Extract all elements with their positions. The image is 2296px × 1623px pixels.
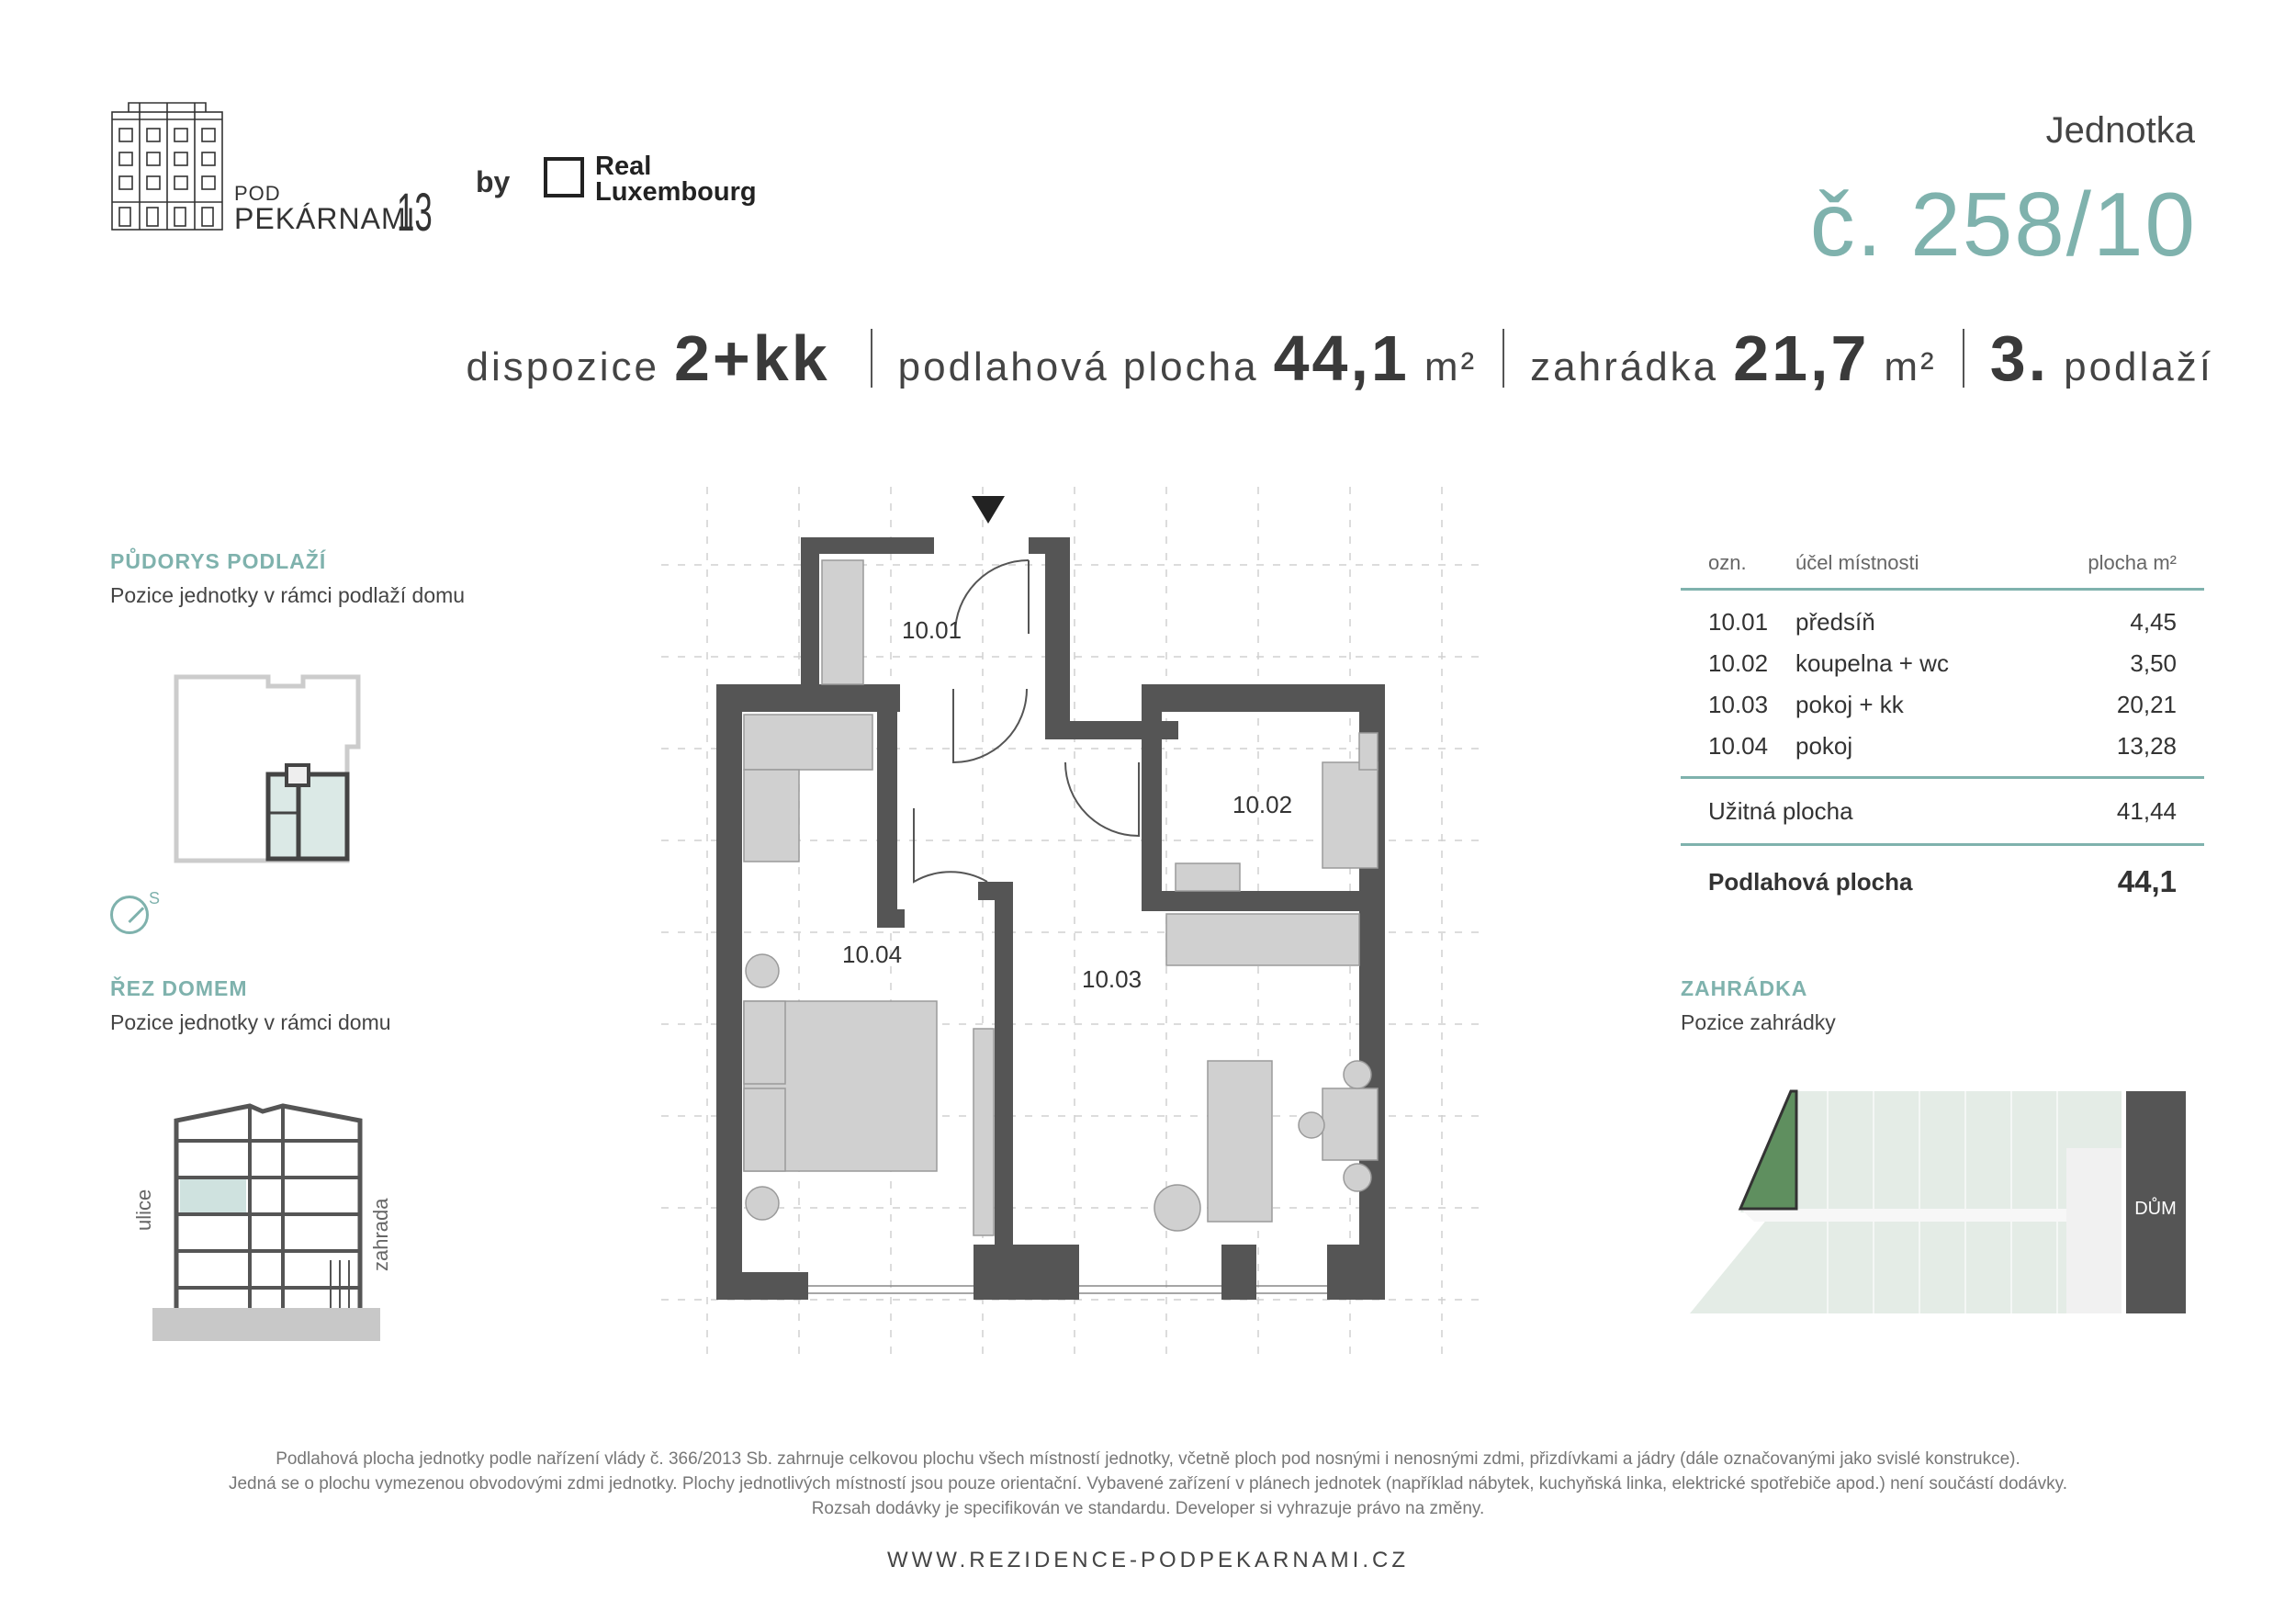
- logo-by: by: [476, 165, 511, 198]
- floor-area-row: [1681, 846, 2204, 918]
- floor-area-unit: m²: [1424, 344, 1478, 389]
- unit-number: č. 258/10: [1809, 174, 2197, 275]
- rooms-table: [1681, 551, 2204, 918]
- floor-area-value: 44,1: [1273, 322, 1410, 394]
- unit-highlight-section: [180, 1179, 246, 1212]
- table-row: [1708, 726, 2177, 767]
- garden-label: zahrádka: [1530, 344, 1719, 389]
- header-area: plocha m²: [2088, 551, 2177, 574]
- footnote-line-3: Rozsah dodávky je specifikován ve standardu. Developer si vyhrazuje právo na změny.: [811, 1499, 1485, 1518]
- logo-text-pod: POD: [234, 182, 281, 205]
- garden-title: ZAHRÁDKA: [1681, 976, 1808, 1000]
- row-area: 3,50: [2130, 649, 2177, 677]
- rooms-table-body: [1681, 591, 2204, 779]
- garden-position-diagram: [1681, 1084, 2195, 1323]
- stats-divider: [1503, 329, 1504, 388]
- floor-number-value: 3.: [1989, 322, 2050, 394]
- floor-position-diagram: [165, 666, 377, 873]
- developer-logo-square-icon: [544, 157, 584, 197]
- stats-divider: [871, 329, 872, 388]
- room-label-10-04: 10.04: [842, 941, 903, 968]
- floor-layout-title: PŮDORYS PODLAŽÍ: [110, 549, 327, 573]
- usable-area-label: Užitná plocha: [1708, 796, 1853, 825]
- table-row: [1708, 602, 2177, 643]
- room-label-10-03: 10.03: [1082, 965, 1142, 993]
- row-purpose: koupelna + wc: [1795, 649, 1949, 677]
- floor-layout-subtitle: Pozice jednotky v rámci podlaží domu: [110, 583, 466, 607]
- house-label: DŮM: [2134, 1199, 2177, 1219]
- row-area: 20,21: [2116, 691, 2177, 718]
- floor-area-label: podlahová plocha: [897, 344, 1259, 389]
- row-code: 10.02: [1708, 649, 1769, 677]
- usable-area-value: 41,44: [2116, 796, 2177, 825]
- apartment-floor-plan: [661, 487, 1506, 1359]
- compass-north-label: S: [149, 889, 161, 907]
- row-code: 10.04: [1708, 732, 1769, 760]
- floor-number-label: podlaží: [2064, 344, 2213, 389]
- unit-label: Jednotka: [2045, 110, 2195, 151]
- room-label-10-01: 10.01: [902, 616, 962, 644]
- floor-area-total-label: Podlahová plocha: [1708, 867, 1913, 896]
- rooms-table-header: [1681, 551, 2204, 591]
- entrance-arrow-icon: [972, 496, 1005, 524]
- building-logo-icon: [110, 99, 225, 232]
- logo-text-pekarnami: PEKÁRNAMI: [234, 202, 416, 235]
- table-row: [1708, 643, 2177, 684]
- garden-highlight: [1740, 1091, 1796, 1209]
- floor-area-total-value: 44,1: [2117, 864, 2177, 898]
- row-code: 10.01: [1708, 608, 1769, 636]
- garden-value: 21,7: [1733, 322, 1870, 394]
- usable-area-row: [1681, 779, 2204, 846]
- row-purpose: předsíň: [1795, 608, 1875, 636]
- footnote: [0, 1447, 2296, 1521]
- dispozice-value: 2+kk: [673, 322, 830, 394]
- developer-name-line2: Luxembourg: [595, 177, 757, 207]
- room-label-10-02: 10.02: [1232, 791, 1293, 818]
- row-purpose: pokoj + kk: [1795, 691, 1904, 718]
- stats-divider: [1963, 329, 1964, 388]
- section-cut-title: ŘEZ DOMEM: [110, 976, 248, 1000]
- row-purpose: pokoj: [1795, 732, 1853, 760]
- garden-unit: m²: [1884, 344, 1937, 389]
- section-left-label: ulice: [132, 1189, 155, 1231]
- section-right-label: zahrada: [369, 1198, 392, 1271]
- developer-name-line1: Real: [595, 152, 652, 181]
- section-cut-diagram: [138, 1093, 395, 1350]
- footnote-line-1: Podlahová plocha jednotky podle nařízení vlády č. 366/2013 Sb. zahrnuje celkovou plochu všech místností jednotky, včetně ploch pod nosnými i nenosnými zdmi, přizdívkami a jádry (dále označovanými jako svislé konstrukce).: [276, 1449, 2020, 1469]
- table-row: [1708, 684, 2177, 726]
- dispozice-label: dispozice: [466, 344, 659, 389]
- garden-subtitle: Pozice zahrádky: [1681, 1010, 1836, 1034]
- logo-number: 13: [397, 183, 433, 242]
- compass-icon: [110, 896, 149, 934]
- row-code: 10.03: [1708, 691, 1769, 718]
- unit-stats: [467, 321, 2213, 395]
- section-cut-subtitle: Pozice jednotky v rámci domu: [110, 1010, 391, 1034]
- footnote-line-2: Jedná se o plochu vymezenou obvodovými zdmi jednotky. Plochy jednotlivých místností jsou pouze orientační. Vybavené zařízení v plánech jednotek (například nábytek, kuchyňská linka, elektrické spotřebiče apod.) není součástí dodávky.: [228, 1474, 2068, 1493]
- row-area: 13,28: [2116, 732, 2177, 760]
- project-logo: [110, 99, 441, 242]
- website-link[interactable]: WWW.REZIDENCE-PODPEKARNAMI.CZ: [886, 1548, 1409, 1572]
- developer-logo: [544, 152, 773, 208]
- header-code: ozn.: [1708, 551, 1747, 574]
- header-purpose: účel místnosti: [1795, 551, 1919, 574]
- row-area: 4,45: [2130, 608, 2177, 636]
